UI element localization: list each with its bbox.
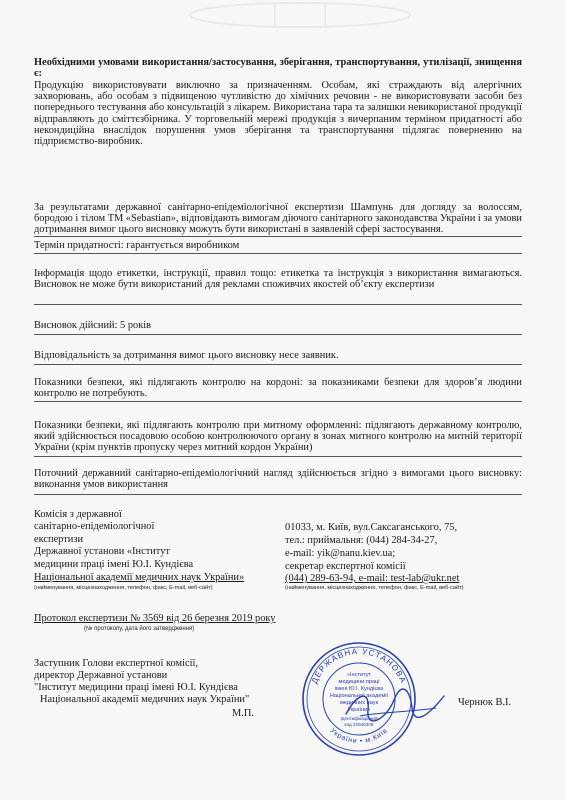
expertise-result: За результатами державної санітарно-епідеміологічної експертизи Шампунь для догляду за волоссям, бородою і тілом ТМ «Sebastian», відповідають вимогам діючого санітарного законодавства України і за умови дотримання вимог цього висновку можуть бути використані в заявленій сфері застосування. (34, 202, 522, 236)
divider (34, 364, 522, 365)
validity-period: Висновок дійсний: 5 років (34, 320, 152, 331)
protocol-caption: (№ протоколу, дата його затвердження) (84, 626, 195, 632)
divider (34, 401, 522, 402)
stamp-inner-line: України» (347, 707, 371, 713)
divider (34, 253, 522, 254)
seal-place-label: М.П. (232, 708, 254, 719)
watermark-icon (180, 0, 420, 30)
signatory-line: директор Державної установи (34, 670, 168, 681)
stamp-inner-line: «Інститут (346, 672, 372, 678)
responsibility-note: Відповідальність за дотримання вимог цього висновку несе заявник. (34, 350, 339, 361)
stamp-inner-line: Національної академії (329, 693, 389, 699)
commission-line: Державної установи «Інститут (34, 546, 170, 557)
stamp-inner-line: медицини праці (338, 679, 380, 685)
signatory-line: Національної академії медичних наук України" (40, 694, 250, 705)
divider (34, 334, 522, 335)
signatory-name: Чернюк В.І. (458, 697, 512, 708)
customs-control: Показники безпеки, які підлягають контролю при митному оформленні: підлягають державному контролю, який здійснюється посадовою особою контролюючого органу в зонах митного контролю на митній території України (крім пунктів пропуску через митний кордон України) (34, 420, 522, 454)
stamp-inner-line: імені Ю.І. Кундієва (334, 686, 384, 692)
svg-text:України • м.Київ (329, 727, 390, 745)
address-line: секретар експертної комісії (285, 561, 406, 572)
conditions-body: Продукцію використовувати виключно за призначенням. Особам, які страждають від алергічних захворювань, або особам з підвищеною чутливістю до хімічних речовин - не використовувати засоби без попереднього тестування або консультацій з лікарем. Використана тара та залишки невикористаної продукції відправляють до сміттєзбірника. У торговельній мережі продукція з вичерпаним терміном придатності або некондиційна внаслідок порушення умов зберігання та транспортування підлягає поверненню на підприємство-виробник. (34, 80, 522, 148)
divider (34, 304, 522, 305)
official-stamp (300, 640, 418, 758)
protocol-line: Протокол експертизи № 3569 від 26 березня 2019 року (34, 613, 276, 624)
signatory-line: Заступник Голови експертної комісії, (34, 658, 198, 669)
stamp-code-label: Ідентифікаційний (340, 716, 378, 721)
commission-line: санітарно-епідеміологічної (34, 521, 155, 532)
commission-line: Національної академії медичних наук України» (34, 572, 245, 583)
conditions-heading: Необхідними умовами використання/застосування, зберігання, транспортування, утилізації, знищення є: (34, 57, 522, 80)
stamp-code: код 22946309 (344, 722, 374, 727)
stamp-outer-top: ДЕРЖАВНА УСТАНОВА (309, 646, 409, 685)
address-line: тел.: приймальня: (044) 284-34-27, (285, 535, 438, 546)
divider (34, 494, 522, 495)
labeling-info: Інформація щодо етикетки, інструкції, правил тощо: етикетка та інструкція з використання вимагаються. Висновок не може бути використаний для реклами споживчих якостей об’єкту експертизи (34, 268, 522, 291)
divider (34, 456, 522, 457)
commission-line: експертизи (34, 534, 84, 545)
border-control: Показники безпеки, які підлягають контролю на кордоні: за показниками безпеки для здоров’я людини контролю не потребують. (34, 377, 522, 400)
address-line: (044) 289-63-94, e-mail: test-lab@ukr.net (285, 573, 460, 584)
shelf-life: Термін придатності: гарантується виробником (34, 240, 240, 251)
commission-caption: (найменування, місцезнаходження, телефон, факс, E-mail, веб-сайт) (34, 585, 213, 591)
commission-line: Комісія з державної (34, 509, 122, 520)
stamp-outer-bottom: України • м.Київ (328, 727, 390, 745)
address-line: e-mail: yik@nanu.kiev.ua; (285, 548, 396, 559)
signatory-line: "Інститут медицини праці імені Ю.І. Кундієва (34, 682, 238, 693)
stamp-inner-line: медичних наук (339, 700, 379, 706)
address-line: 01033, м. Київ, вул.Саксаганського, 75, (285, 522, 458, 533)
divider (34, 236, 522, 237)
address-caption: (найменування, місцезнаходження, телефон, факс, E-mail, веб-сайт) (285, 585, 464, 591)
commission-line: медицини праці імені Ю.І. Кундієва (34, 559, 194, 570)
state-supervision: Поточний державний санітарно-епідеміологічний нагляд здійснюється згідно з вимогами цього висновку: виконання умов використання (34, 468, 522, 491)
